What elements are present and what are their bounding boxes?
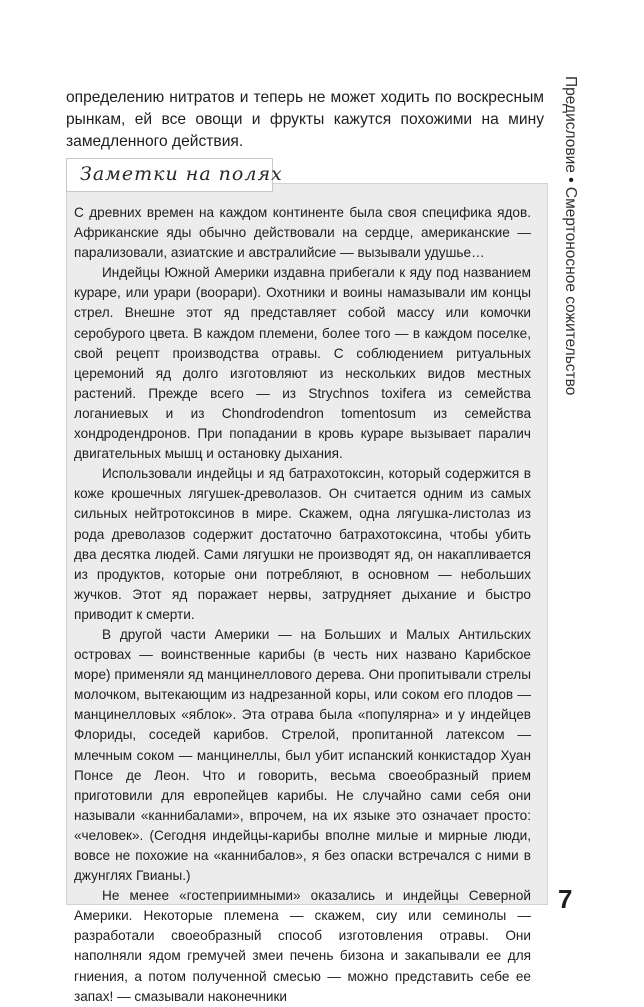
notes-paragraph-2: Индейцы Южной Америки издавна прибегали к яду под названием кураре, или урари (воорари). Охотники и воины намазывали им концы стрел. Внешне этот яд представляет собой массу или комочки серобурого цвета. В каждом племени, более того — в каждом поселке, свой рецепт производства отравы. С соблюдением ритуальных церемоний яд долго изготовляют из нескольких видов местных растений. Прежде всего — из Strychnos toxifera из семейства логаниевых и из Chondrodendron tomentosum из семейства хондродендронов. При попадании в кровь кураре вызывает паралич двигательных мышц и остановку дыхания. xyxy=(74,265,531,462)
notes-paragraph-1: С древних времен на каждом континенте была своя специфика ядов. Африканские яды обычно действовали на сердце, американские — парализовали, азиатские и австралийсие — вызывали удушье… xyxy=(74,205,531,261)
margin-notes-body xyxy=(74,203,531,1007)
notes-paragraph-5: Не менее «гостеприимными» оказались и индейцы Северной Америки. Некоторые племена — скажем, сиу или семинолы — разработали своеобразный способ изготовления отравы. Они наполняли ядом гремучей змеи печень бизона и закапывали ее для гниения, а потом полученной смесью — можно представить себе ее запах! — смазывали наконечники xyxy=(74,888,531,1004)
notes-paragraph-3: Использовали индейцы и яд батрахотоксин, который содержится в коже крошечных лягушек-древолазов. Он считается одним из самых сильных нейтротоксинов в мире. Скажем, одна лягушка-листолаз из рода древолазов содержит достаточно батрахотоксина, чтобы убить два десятка людей. Сами лягушки не производят яд, он накапливается из продуктов, которые они потребляют, в основном — небольших жучков. Этот яд поражает нервы, затрудняет дыхание и быстро приводит к смерти. xyxy=(74,466,531,622)
running-header-part: Предисловие xyxy=(562,76,579,173)
notes-paragraph-4: В другой части Америки — на Больших и Малых Антильских островах — воинственные карибы (в честь них названо Карибское море) применяли яд манцинеллового дерева. Они пропитывали стрелы молочком, вытекающим из надрезанной коры, или соком его плодов — манцинелловых «яблок». Эта отрава была «популярна» и у индейцев Флориды, соседей карибов. Стрелой, пропитанной латексом — млечным соком — манцинеллы, был убит испанский конкистадор Хуан Понсе де Леон. Что и говорить, весьма своеобразный прием приготовили для европейцев карибы. Не случайно сами себя они называли «каннибалами», впрочем, на их языке это означает просто: «человек». (Сегодня индейцы-карибы вполне милые и мирные люди, вовсе не похожие на «каннибалов», я без опаски встречался с ними в джунглях Гвианы.) xyxy=(74,626,531,884)
running-header xyxy=(560,76,580,596)
running-header-separator: • xyxy=(562,177,579,183)
running-header-chapter: Смертоносное сожительство xyxy=(562,186,579,396)
running-header-text xyxy=(560,76,580,395)
intro-text: определению нитратов и теперь не может ходить по воскресным рынкам, ей все овощи и фрукты кажутся похожими на мину замедленного действия. xyxy=(66,89,544,150)
page-number: 7 xyxy=(558,884,573,914)
margin-notes-title: Заметки на полях xyxy=(80,163,283,185)
intro-paragraph xyxy=(66,87,544,153)
